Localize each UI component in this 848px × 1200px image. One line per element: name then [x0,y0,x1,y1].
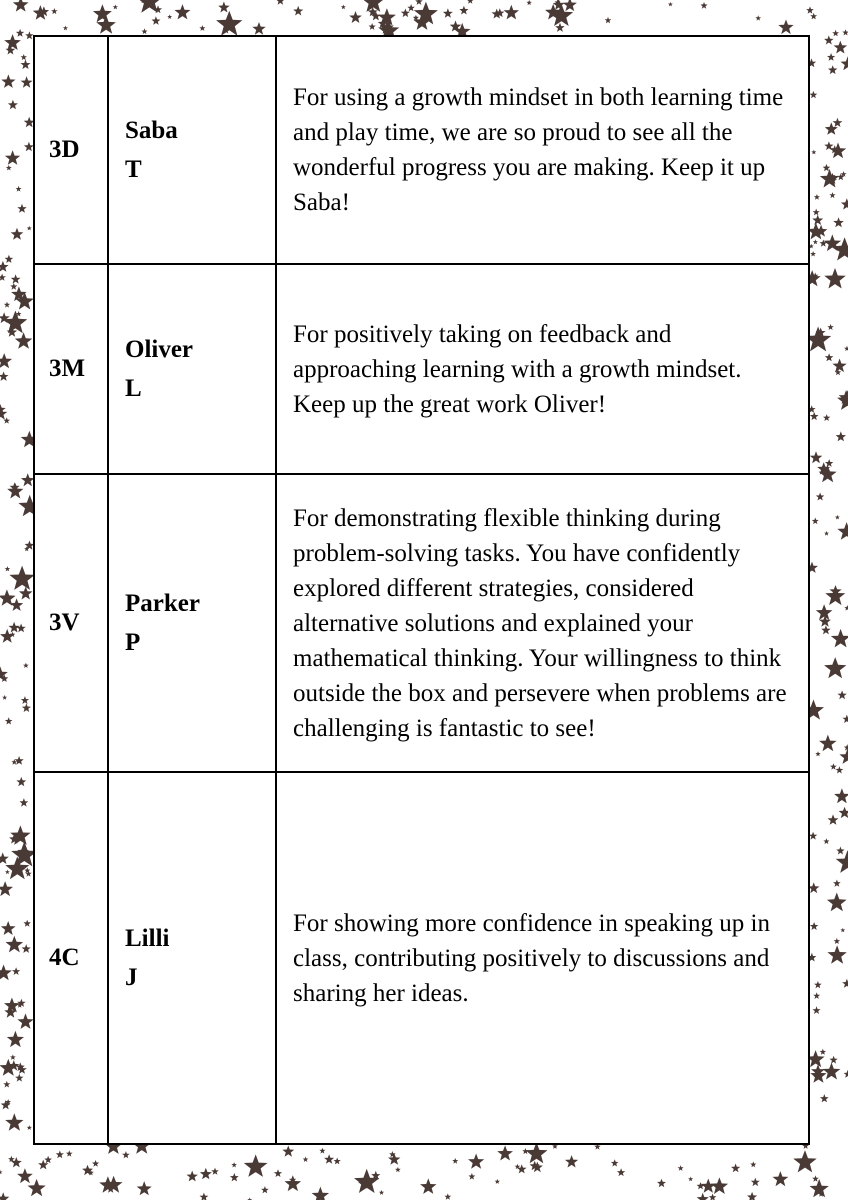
student-first-name: Oliver [125,336,194,363]
table-row [34,36,809,264]
star-icon [830,1056,838,1064]
star-icon [838,690,847,699]
star-icon [261,1186,269,1193]
star-icon [842,979,848,988]
table-row [34,772,809,1144]
star-icon [468,1154,484,1169]
star-icon [810,412,819,420]
star-icon [834,938,841,944]
star-icon [825,459,833,467]
star-icon [605,17,612,23]
star-icon [810,451,823,463]
star-icon [13,0,29,12]
star-icon [10,1054,16,1060]
star-icon [839,807,848,818]
star-icon [815,751,820,756]
star-icon [7,1031,24,1047]
awards-panel [33,35,808,1143]
star-icon [810,251,816,257]
star-icon [820,1049,826,1055]
star-icon [701,1179,716,1193]
star-icon [282,1146,294,1157]
star-icon [820,240,828,247]
star-icon [56,1151,64,1159]
star-icon [20,60,30,70]
star-icon [827,945,846,964]
star-icon [274,1169,282,1177]
star-icon [565,1155,578,1167]
star-icon [276,0,285,5]
star-icon [19,798,28,807]
star-icon [812,215,823,225]
star-icon [820,169,839,188]
star-icon [824,657,846,678]
class-code: 3D [34,36,108,264]
star-icon [4,34,21,50]
star-icon [11,228,24,240]
star-icon [816,604,833,620]
star-icon [842,715,848,723]
star-icon [841,198,848,209]
star-icon [497,1145,513,1160]
star-icon [152,16,161,25]
star-icon [0,261,9,272]
star-icon [821,625,831,634]
star-icon [5,717,13,724]
star-icon [833,217,844,227]
star-icon [199,25,205,31]
star-icon [379,1190,384,1195]
star-icon [141,28,147,34]
star-icon [369,23,376,30]
star-icon [834,788,848,803]
student-name [108,36,276,264]
star-icon [773,1171,789,1186]
star-icon [21,696,29,704]
star-icon [0,353,12,368]
star-icon [349,11,362,23]
star-icon [10,598,23,611]
star-icon [517,1164,527,1173]
star-icon [395,1167,401,1172]
star-icon [841,56,848,70]
star-icon [8,100,18,110]
star-icon [0,372,8,381]
star-icon [22,703,31,712]
star-icon [504,5,519,20]
star-icon [12,967,20,975]
star-icon [122,1151,130,1158]
star-icon [15,756,24,765]
star-icon [563,0,577,11]
star-icon [10,283,17,290]
star-icon [17,1013,33,1029]
star-icon [828,814,839,824]
student-name [108,264,276,474]
star-icon [525,1142,547,1163]
star-icon [844,605,848,611]
star-icon [836,766,844,773]
star-icon [688,1177,693,1182]
star-icon [420,1178,436,1194]
star-icon [23,663,29,668]
star-icon [824,35,834,44]
star-icon [388,1153,400,1165]
student-first-name: Parker [125,590,200,617]
star-icon [17,1168,33,1183]
star-icon [200,1193,209,1200]
star-icon [833,118,843,127]
star-icon [17,624,26,633]
star-icon [810,922,818,930]
star-icon [819,735,837,752]
star-icon [187,1171,198,1182]
star-icon [174,4,190,19]
star-icon [701,2,708,9]
star-icon [93,4,112,22]
star-icon [844,346,848,351]
star-icon [813,239,818,244]
award-comment: For demonstrating flexible thinking during problem-solving tasks. You have confidently explored different strategies, considered alternative solutions and explained your mathematical thinking. Your willingness to think outside the box and persevere when problems are challenging is fantastic to see! [276,474,809,772]
star-icon [6,165,12,171]
star-icon [200,1168,212,1180]
star-icon [5,150,20,165]
star-icon [15,1074,23,1082]
star-icon [15,332,33,349]
star-icon [812,1175,819,1181]
award-comment: For positively taking on feedback and approaching learning with a growth mindset. Keep up the great work Oliver! [276,264,809,474]
star-icon [21,54,28,60]
star-icon [5,255,14,263]
star-icon [216,11,242,36]
star-icon [811,150,816,155]
star-icon [813,1006,821,1014]
star-icon [827,893,847,912]
star-icon [27,1125,32,1130]
star-icon [809,832,817,840]
star-icon [834,41,848,54]
star-icon [16,777,26,786]
student-initial: T [125,156,142,183]
star-icon [617,1168,625,1176]
star-icon [0,1192,9,1200]
student-initial: L [125,375,142,402]
star-icon [778,20,793,35]
star-icon [0,1170,3,1175]
star-icon [812,518,819,525]
star-icon [532,1162,543,1173]
star-icon [657,1179,666,1188]
class-code: 3V [34,474,108,772]
star-icon [1,74,15,88]
star-icon [668,2,673,7]
star-icon [832,359,846,373]
star-icon [334,1158,341,1165]
star-icon [831,629,848,648]
star-icon [697,1193,709,1200]
star-icon [319,1148,325,1154]
star-icon [813,992,820,999]
star-icon [27,226,32,231]
star-icon [415,0,423,5]
star-icon [444,1193,451,1199]
star-icon [824,531,829,536]
star-icon [6,936,24,953]
star-icon [92,1160,99,1167]
star-icon [452,1158,458,1164]
star-icon [5,566,11,571]
star-icon [813,209,820,216]
star-icon [51,8,58,14]
star-icon [17,999,26,1007]
star-icon [401,9,410,18]
award-comment: For using a growth mindset in both learning time and play time, we are so proud to see all the wonderful progress you are making. Keep it up Saba! [276,36,809,264]
star-icon [66,1150,73,1156]
class-code: 3M [34,264,108,474]
star-icon [5,870,10,875]
student-initial: P [125,629,141,656]
star-icon [0,852,9,864]
star-icon [836,847,844,855]
star-icon [793,1150,817,1172]
star-icon [167,14,172,19]
star-icon [814,194,820,200]
star-icon [21,76,33,87]
star-icon [293,6,303,16]
star-icon [823,838,829,844]
star-icon [3,1081,10,1088]
star-icon [844,1070,848,1078]
star-icon [833,880,841,887]
star-icon [823,414,830,421]
star-icon [806,6,814,13]
star-icon [5,1113,23,1130]
student-initial: J [125,964,138,991]
star-icon [0,965,12,981]
star-icon [28,1179,46,1196]
star-icon [842,29,848,35]
star-icon [22,944,31,953]
star-icon [678,1165,684,1171]
star-icon [312,1187,330,1200]
star-icon [829,192,835,198]
awards-table [33,35,810,1145]
star-icon [836,431,846,441]
table-row [34,474,809,772]
star-icon [827,324,833,330]
star-icon [747,1192,757,1200]
star-icon [840,928,845,933]
star-icon [820,1094,829,1102]
star-icon [810,13,817,20]
star-icon [19,587,33,600]
star-icon [816,493,824,501]
star-icon [495,1179,500,1184]
star-icon [211,1168,219,1175]
star-icon [0,881,13,896]
student-name [108,772,276,1144]
award-comment: For showing more confidence in speaking up in class, contributing positively to discussions and sharing her ideas. [276,772,809,1144]
star-icon [324,1154,334,1164]
star-icon [231,1162,237,1167]
table-row [34,264,809,474]
star-icon [230,1173,239,1181]
star-icon [827,53,835,61]
star-icon [443,8,453,17]
star-icon [839,749,848,764]
star-icon [830,763,837,769]
star-icon [16,186,22,192]
student-first-name: Saba [125,117,178,144]
star-icon [832,30,839,37]
star-icon [751,1178,760,1187]
star-icon [252,22,265,35]
star-icon [750,1161,756,1167]
star-icon [63,26,68,31]
class-code: 4C [34,772,108,1144]
star-icon [810,91,818,98]
star-icon [137,1181,152,1195]
star-icon [407,4,415,11]
star-icon [828,65,837,74]
star-icon [9,566,34,590]
star-icon [0,274,6,281]
star-icon [3,311,27,334]
star-icon [467,0,474,4]
star-icon [17,204,26,213]
star-icon [16,29,24,37]
star-icon [4,302,10,308]
star-icon [11,274,21,283]
star-icon [303,1157,309,1163]
star-icon [709,1194,717,1200]
star-icon [835,515,840,520]
star-icon [1,921,16,935]
student-first-name: Lilli [125,925,170,952]
star-icon [527,0,532,5]
star-icon [113,4,118,9]
star-icon [824,268,846,289]
star-icon [755,15,761,20]
star-icon [341,5,346,10]
star-icon [218,2,230,13]
star-icon [468,1173,475,1180]
star-icon [731,1164,740,1173]
star-icon [44,1156,52,1163]
star-icon [825,353,834,361]
star-icon [285,1175,302,1191]
star-icon [810,1179,829,1197]
star-icon [24,920,31,927]
star-icon [814,981,822,988]
star-icon [611,1159,619,1166]
star-icon [2,695,7,700]
star-icon [837,522,848,540]
star-icon [823,1063,841,1080]
student-name [108,474,276,772]
star-icon [459,6,468,15]
star-icon [244,1154,268,1177]
